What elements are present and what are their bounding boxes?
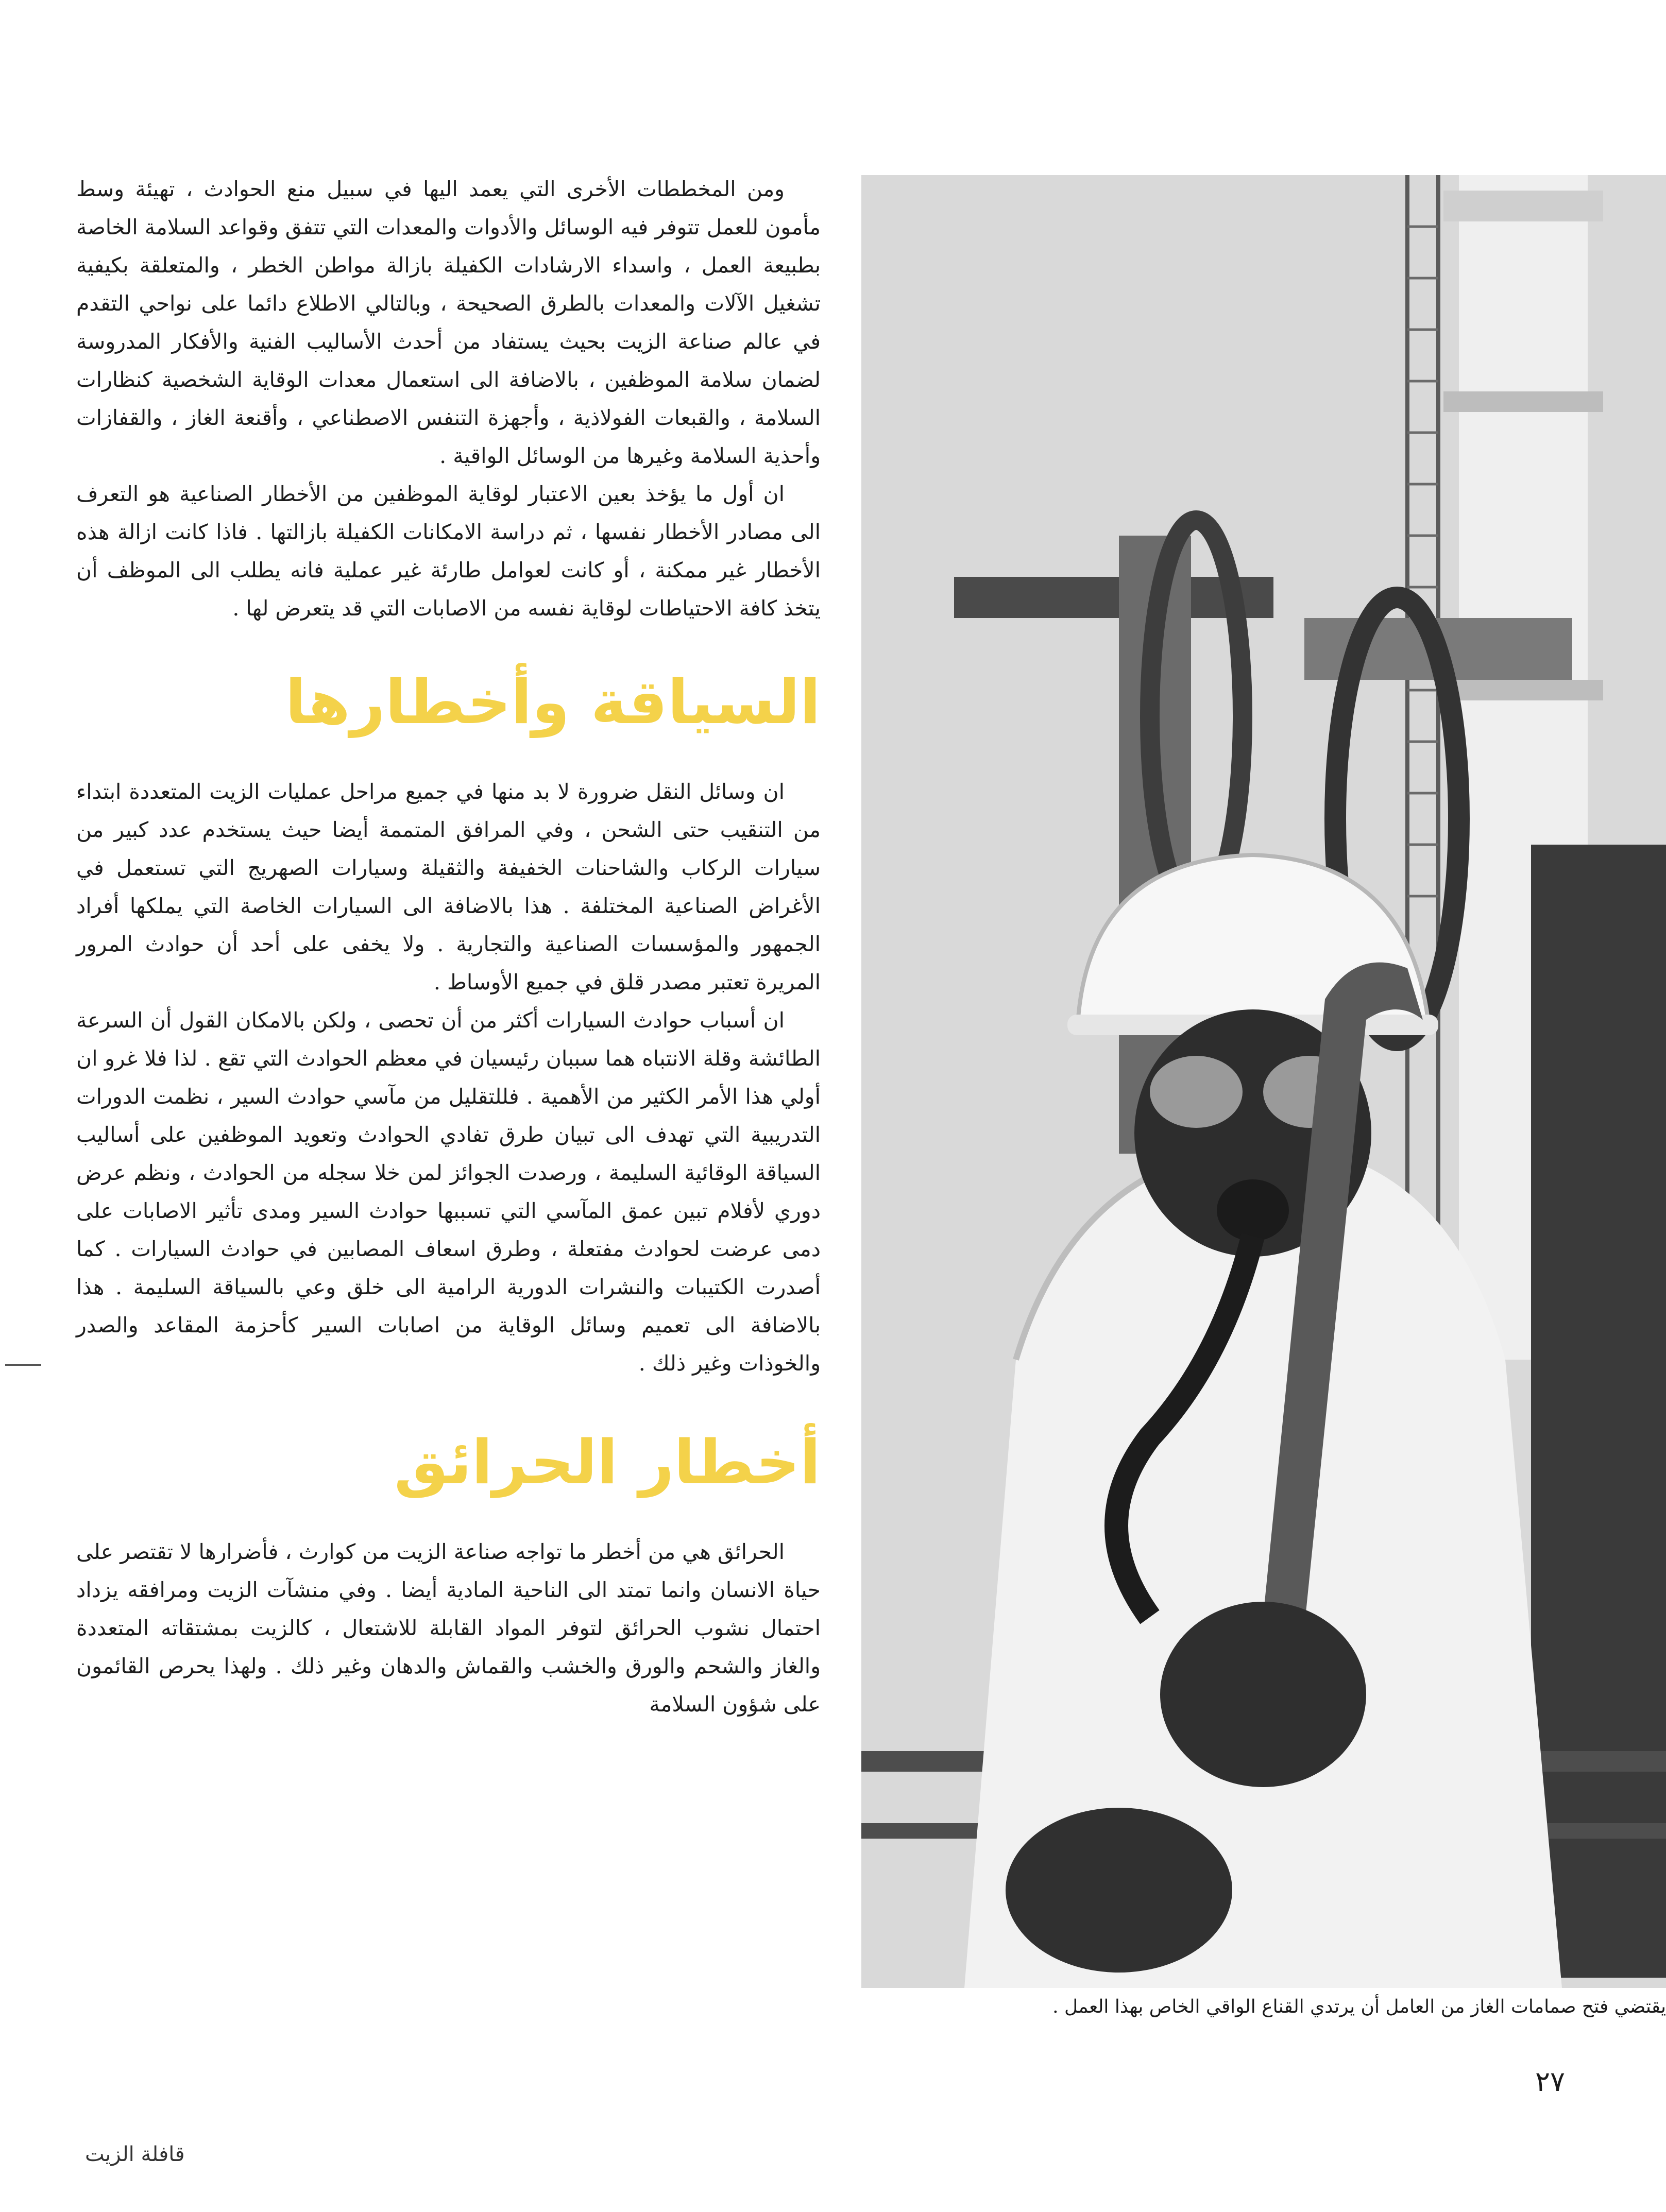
heading-driving: السياقة وأخطارها [285, 666, 821, 738]
worker-gas-mask-photo-icon [861, 175, 1666, 1988]
article-paragraph: الحرائق هي من أخطر ما تواجه صناعة الزيت من كوارث ، فأضرارها لا تقتصر على حياة الانسان وانما تمتد الى الناحية المادية أيضا . وفي منشآت الزيت ومرافقه يزداد احتمال نشوب الحرائق لتوفر المواد القابلة للاشتعال ، كالزيت بمشتقاته المتعددة والغاز والشحم والورق والخشب والقماش والدهان وغير ذلك . ولهذا يحرص القائمون على شؤون السلامة [76, 1539, 821, 1717]
article-paragraph: ان أول ما يؤخذ بعين الاعتبار لوقاية الموظفين من الأخطار الصناعية هو التعرف الى مصادر الأخطار نفسها ، ثم دراسة الامكانات الكفيلة بازالتها . فاذا كانت ازالة هذه الأخطار غير ممكنة ، أو كانت لعوامل طارئة غير عملية فانه يطلب الى الموظف أن يتخذ كافة الاحتياطات لوقاية نفسه من الاصابات التي قد يتعرض لها . [76, 482, 821, 621]
magazine-name: قافلة الزيت [85, 2142, 185, 2166]
article-column [76, 170, 821, 1723]
article-paragraph: ان أسباب حوادث السيارات أكثر من أن تحصى ، ولكن بالامكان القول أن السرعة الطائشة وقلة الانتباه هما سببان رئيسيان في معظم الحوادث التي تقع . لذا فلا غرو ان أولي هذا الأمر الكثير من الأهمية . فللتقليل من مآسي حوادث السير ، نظمت الدورات التدريبية التي تهدف الى تبيان طرق تفادي الحوادث وتعويد الموظفين على أساليب السياقة الوقائية السليمة ، ورصدت الجوائز لمن خلا سجله من الحوادث ، ونظم عرض دوري لأفلام تبين عمق المآسي التي تسببها حوادث السير ومدى تأثير الاصابات على دمى عرضت لحوادث مفتعلة ، وطرق اسعاف المصابين في حوادث السيارات . كما أصدرت الكتيبات والنشرات الدورية الرامية الى خلق وعي بالسياقة السليمة . هذا بالاضافة الى تعميم وسائل الوقاية من اصابات السير كأحزمة المقاعد والصدر والخوذات وغير ذلك . [76, 1008, 821, 1376]
page-number: ٢٧ [1535, 2065, 1566, 2098]
margin-mark [5, 1364, 41, 1366]
heading-fire: أخطار الحرائق [394, 1427, 821, 1498]
article-paragraph: ومن المخططات الأخرى التي يعمد اليها في سبيل منع الحوادث ، تهيئة وسط مأمون للعمل تتوفر فيه الوسائل والأدوات والمعدات التي تتفق وقواعد السلامة الخاصة بطبيعة العمل ، واسداء الارشادات الكفيلة بازالة مواطن الخطر ، والمتعلقة بكيفية تشغيل الآلات والمعدات بالطرق الصحيحة ، وبالتالي الاطلاع دائما على نواحي التقدم في عالم صناعة الزيت بحيث يستفاد من أحدث الأساليب الفنية والأفكار المدروسة لضمان سلامة الموظفين ، بالاضافة الى استعمال معدات الوقاية الشخصية كنظارات السلامة ، والقبعات الفولاذية ، وأجهزة التنفس الاصطناعي ، وأقنعة الغاز ، والقفازات وأحذية السلامة وغيرها من الوسائل الواقية . [76, 177, 821, 468]
article-paragraph: ان وسائل النقل ضرورة لا بد منها في جميع مراحل عمليات الزيت المتعددة ابتداء من التنقيب حتى الشحن ، وفي المرافق المتممة أيضا حيث يستخدم عدد كبير من سيارات الركاب والشاحنات الخفيفة والثقيلة وسيارات الصهريج التي تستعمل في الأغراض الصناعية المختلفة . هذا بالاضافة الى السيارات الخاصة التي يملكها أفراد الجمهور والمؤسسات الصناعية والتجارية . ولا يخفى على أحد أن حوادث المرور المريرة تعتبر مصدر قلق في جميع الأوساط . [76, 779, 821, 994]
photo-caption: يقتضي فتح صمامات الغاز من العامل أن يرتدي القناع الواقي الخاص بهذا العمل . [1052, 1996, 1666, 2017]
